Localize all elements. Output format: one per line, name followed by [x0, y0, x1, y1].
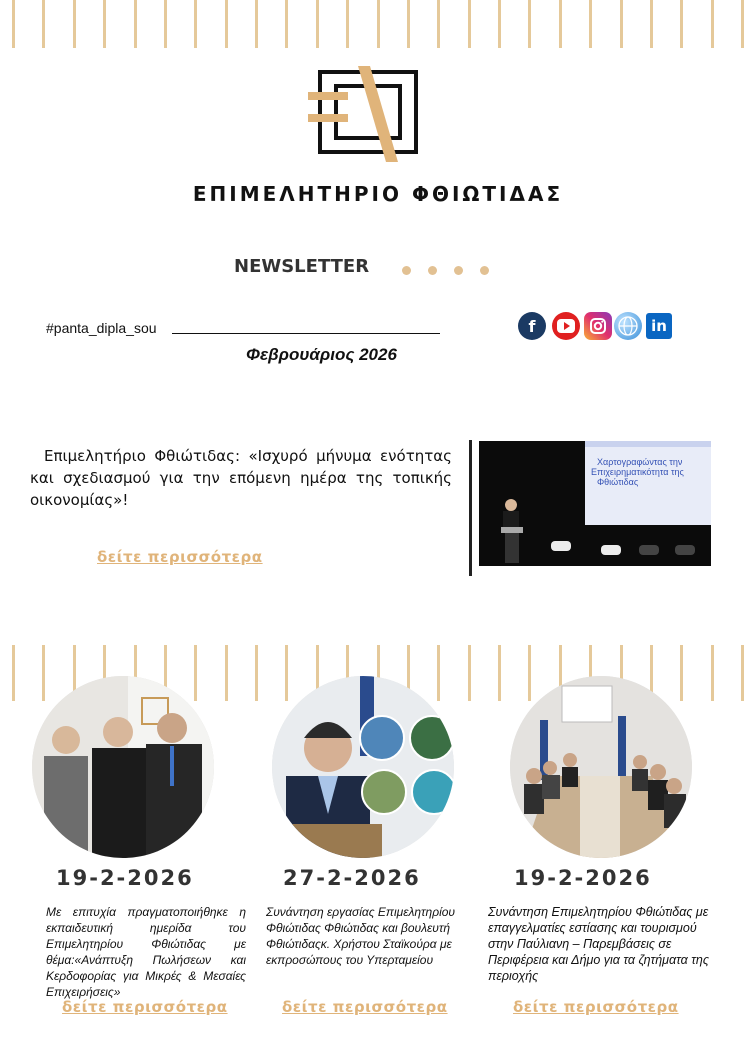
dots-decoration: [402, 266, 489, 275]
svg-text:Φθιώτιδας: Φθιώτιδας: [597, 477, 639, 487]
article-2-photo[interactable]: [272, 676, 454, 858]
youtube-icon[interactable]: [552, 312, 580, 340]
facebook-icon[interactable]: f: [518, 312, 546, 340]
hashtag: #panta_dipla_sou: [46, 320, 157, 336]
article-1-more-link[interactable]: δείτε περισσότερα: [62, 998, 228, 1016]
feature-photo[interactable]: [479, 441, 711, 566]
feature-more-link[interactable]: δείτε περισσότερα: [97, 548, 263, 566]
article-1-date: 19-2-2026: [56, 866, 194, 890]
newsletter-label: NEWSLETTER: [234, 256, 370, 277]
feature-title-text: Επιμελητήριο Φθιώτιδας: «Ισχυρό μήνυμα ενότητας και σχεδιασμού για την επόμενη ημέρα της τοπικής οικονομίας»!: [30, 447, 452, 509]
feature-divider: [469, 440, 472, 576]
website-globe-icon[interactable]: [614, 312, 642, 340]
svg-text:Χαρτογραφώντας την: Χαρτογραφώντας την: [597, 457, 683, 467]
article-3-text: Συνάντηση Επιμελητηρίου Φθιώτιδας με επαγγελματίες εστίασης και τουρισμού στην Παύλιανη – Παρεμβάσεις σε Περιφέρεια και Δήμο για τα ζητήματα της περιοχής: [488, 905, 709, 983]
article-1-text: Με επιτυχία πραγματοποιήθηκε η εκπαιδευτική ημερίδα του Επιμελητηρίου Φθιώτιδας με θέμα:«Ανάπτυξη Πωλήσεων και Κερδοφορίας για Μικρές & Μεσαίες Επιχειρήσεις»: [46, 905, 246, 999]
article-2-date: 27-2-2026: [283, 866, 421, 890]
article-2-more-link[interactable]: δείτε περισσότερα: [282, 998, 448, 1016]
chamber-logo: [308, 66, 424, 162]
svg-text:Επιχειρηματικότητα της: Επιχειρηματικότητα της: [591, 467, 684, 477]
camera-icon: [589, 317, 607, 335]
article-1-photo[interactable]: [32, 676, 214, 858]
instagram-icon[interactable]: [584, 312, 612, 340]
article-3-photo[interactable]: [510, 676, 692, 858]
article-3-more-link[interactable]: δείτε περισσότερα: [513, 998, 679, 1016]
hashtag-underline: [172, 333, 440, 334]
play-icon: [557, 319, 575, 333]
article-3-date: 19-2-2026: [514, 866, 652, 890]
globe-icon: [617, 315, 639, 337]
newsletter-month: Φεβρουάριος 2026: [246, 345, 397, 364]
feature-article-title: [30, 445, 452, 511]
org-name: ΕΠΙΜΕΛΗΤΗΡΙΟ ΦΘΙΩΤΙΔΑΣ: [192, 182, 564, 206]
top-stripe-decoration: [0, 0, 756, 48]
article-2-text: Συνάντηση εργασίας Επιμελητηρίου Φθιώτιδας Φθιώτιδας και βουλευτή Φθιώτιδαςκ. Χρήστου Σταϊκούρα με εκπροσώπους του Υπερταμείου: [266, 905, 456, 967]
linkedin-icon[interactable]: in: [646, 313, 672, 339]
